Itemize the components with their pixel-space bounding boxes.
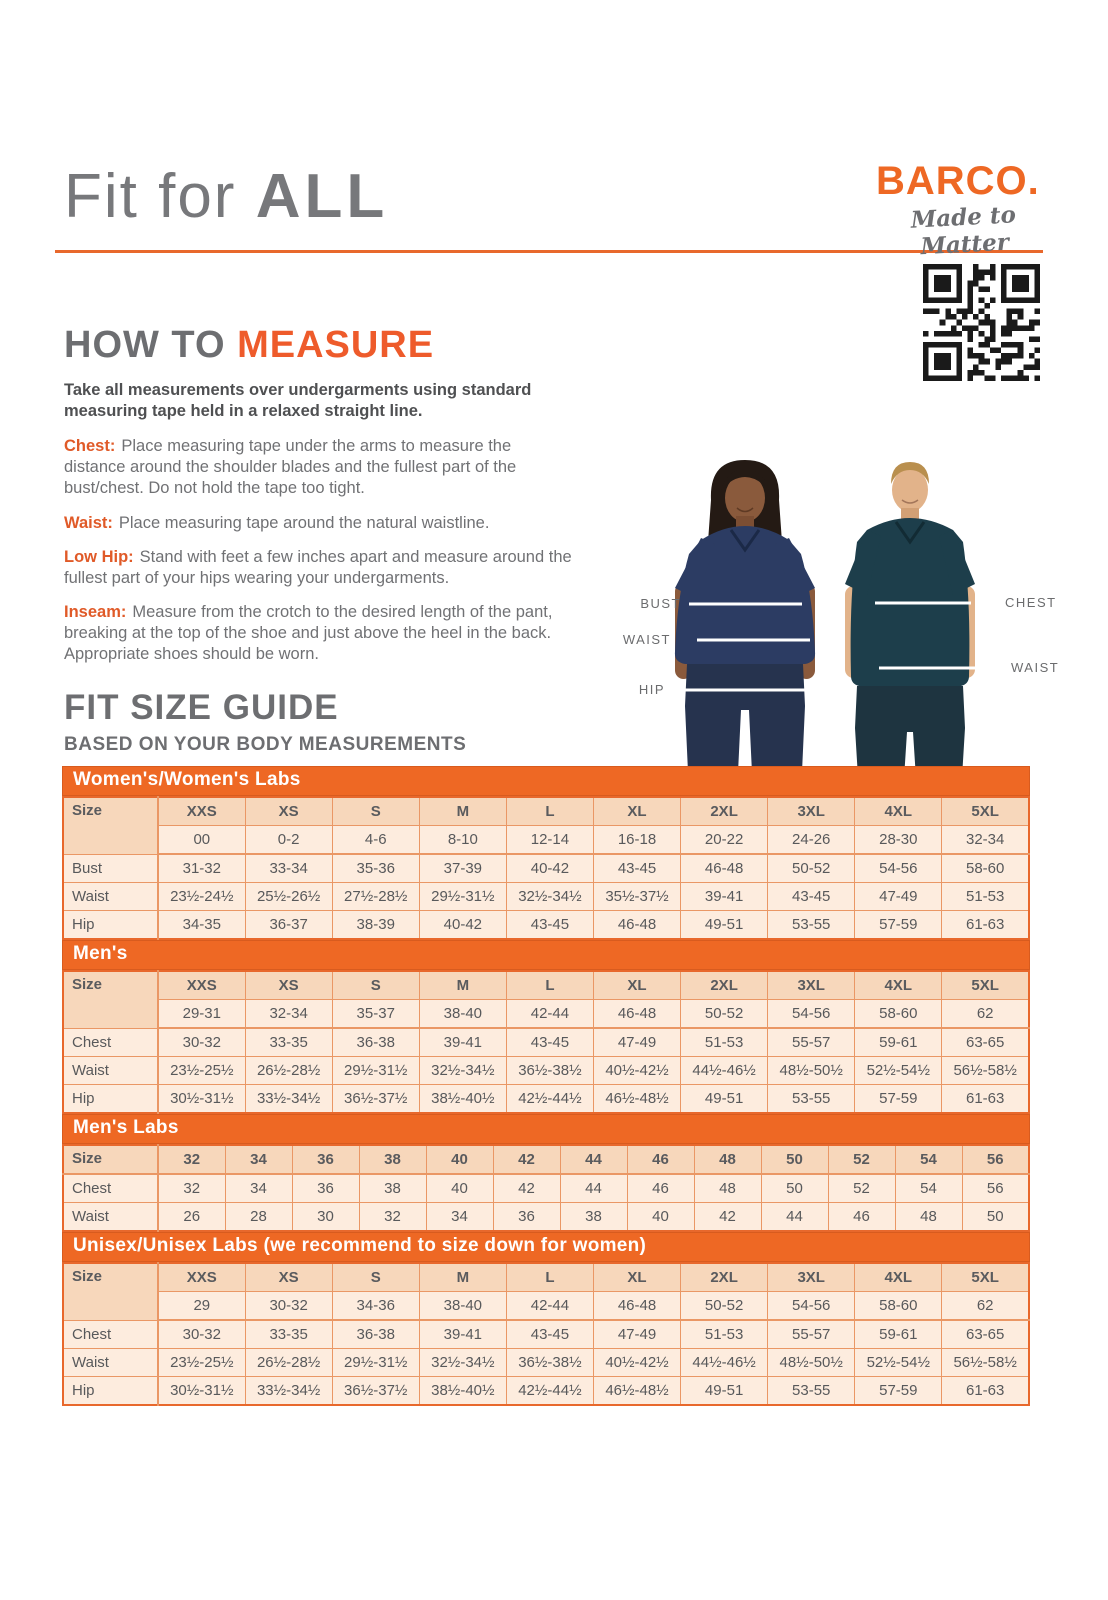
measurement-cell: 56½-58½: [942, 1057, 1029, 1085]
measurement-cell: 32½-34½: [506, 883, 593, 911]
measurement-cell: 61-63: [942, 1377, 1029, 1406]
measurement-cell: 59-61: [855, 1320, 942, 1349]
row-label: Chest: [63, 1174, 158, 1203]
size-header-cell: XXS: [158, 1263, 245, 1292]
measure-item-low-hip: [64, 547, 576, 589]
measurement-cell: 53-55: [768, 911, 855, 940]
brand-block: [876, 159, 1052, 261]
models-svg: [605, 438, 1105, 794]
measurement-cell: 39-41: [681, 883, 768, 911]
size-header-cell: L: [506, 1263, 593, 1292]
measurement-cell: 37-39: [419, 854, 506, 883]
measure-item-waist: [64, 513, 576, 534]
size-range-cell: 46-48: [593, 1000, 680, 1029]
size-range-cell: 24-26: [768, 826, 855, 855]
size-header-cell: 34: [225, 1145, 292, 1174]
row-label: Waist: [63, 1057, 158, 1085]
size-range-cell: 62: [942, 1000, 1029, 1029]
measurement-cell: 56½-58½: [942, 1349, 1029, 1377]
measure-item-text: Place measuring tape around the natural waistline.: [118, 513, 490, 532]
measurement-cell: 42: [493, 1174, 560, 1203]
measurement-cell: 36-37: [245, 911, 332, 940]
row-label: Waist: [63, 1349, 158, 1377]
size-tables: [62, 766, 1030, 1406]
size-header-cell: XL: [593, 797, 680, 826]
measurement-cell: 43-45: [593, 854, 680, 883]
size-table: [62, 796, 1030, 940]
row-label: Chest: [63, 1028, 158, 1057]
measure-item-label: Waist:: [64, 513, 113, 532]
measurement-cell: 33-34: [245, 854, 332, 883]
table-row: [63, 854, 1029, 883]
measurement-cell: 40½-42½: [593, 1349, 680, 1377]
woman-figure: [675, 460, 815, 794]
row-label: Waist: [63, 883, 158, 911]
table-row: [63, 883, 1029, 911]
size-header-cell: XXS: [158, 797, 245, 826]
table-row: [63, 1377, 1029, 1406]
size-header-cell: M: [419, 797, 506, 826]
measurement-cell: 27½-28½: [332, 883, 419, 911]
measure-item-text: Place measuring tape under the arms to measure the distance around the shoulder blades and the fullest part of the bust/chest. Do not hold the tape too tight.: [64, 437, 517, 498]
measure-item-label: Chest:: [64, 437, 116, 456]
table-row: [63, 1028, 1029, 1057]
row-label: Waist: [63, 1203, 158, 1232]
chest-label: CHEST: [1005, 595, 1057, 610]
measurement-cell: 63-65: [942, 1028, 1029, 1057]
size-range-cell: 16-18: [593, 826, 680, 855]
size-range-cell: 35-37: [332, 1000, 419, 1029]
size-header-cell: 3XL: [768, 1263, 855, 1292]
measurement-cell: 23½-25½: [158, 1057, 245, 1085]
measurement-cell: 50: [962, 1203, 1029, 1232]
measurement-cell: 35-36: [332, 854, 419, 883]
measurement-cell: 48: [694, 1174, 761, 1203]
table-banner: Women's/Women's Labs: [62, 766, 1030, 796]
row-label: Hip: [63, 1377, 158, 1406]
table-row: [63, 1057, 1029, 1085]
size-header-cell: XL: [593, 971, 680, 1000]
measurement-cell: 50-52: [768, 854, 855, 883]
measure-item-inseam: [64, 602, 576, 665]
measurement-cell: 34: [426, 1203, 493, 1232]
brand-tagline: Made to Matter: [910, 201, 1017, 261]
size-range-cell: 00: [158, 826, 245, 855]
size-header-cell: XS: [245, 797, 332, 826]
fit-size-guide-heading-block: [64, 690, 466, 756]
measurement-cell: 44: [761, 1203, 828, 1232]
measure-intro: Take all measurements over undergarments using standard measuring tape held in a relaxed straight line.: [64, 381, 532, 421]
measurement-cell: 49-51: [681, 911, 768, 940]
measurement-cell: 48: [895, 1203, 962, 1232]
size-range-cell: 28-30: [855, 826, 942, 855]
man-figure: [845, 462, 975, 794]
measurement-cell: 43-45: [506, 1320, 593, 1349]
size-header-cell: S: [332, 971, 419, 1000]
size-range-cell: 42-44: [506, 1000, 593, 1029]
size-range-cell: 12-14: [506, 826, 593, 855]
measurement-cell: 46½-48½: [593, 1085, 680, 1114]
measurement-cell: 33½-34½: [245, 1377, 332, 1406]
size-header-cell: 38: [359, 1145, 426, 1174]
table-row: [63, 1203, 1029, 1232]
size-range-cell: 0-2: [245, 826, 332, 855]
measurement-cell: 36-38: [332, 1028, 419, 1057]
size-range-cell: 29-31: [158, 1000, 245, 1029]
row-label: Bust: [63, 854, 158, 883]
measurement-cell: 39-41: [419, 1028, 506, 1057]
size-range-cell: 50-52: [681, 1000, 768, 1029]
row-label: Chest: [63, 1320, 158, 1349]
measurement-cell: 38: [359, 1174, 426, 1203]
measurement-cell: 46: [627, 1174, 694, 1203]
size-range-cell: 62: [942, 1292, 1029, 1321]
measurement-cell: 38½-40½: [419, 1085, 506, 1114]
measurement-cell: 40½-42½: [593, 1057, 680, 1085]
size-header-cell: 4XL: [855, 971, 942, 1000]
measurement-cell: 48½-50½: [768, 1057, 855, 1085]
measurement-cell: 54-56: [855, 854, 942, 883]
measurement-cell: 57-59: [855, 911, 942, 940]
measurement-cell: 57-59: [855, 1377, 942, 1406]
measurement-cell: 36½-37½: [332, 1377, 419, 1406]
size-header-cell: 5XL: [942, 797, 1029, 826]
measurement-cell: 42: [694, 1203, 761, 1232]
size-header-cell: 4XL: [855, 1263, 942, 1292]
row-label: Hip: [63, 1085, 158, 1114]
measurement-cell: 63-65: [942, 1320, 1029, 1349]
measurement-cell: 33½-34½: [245, 1085, 332, 1114]
size-header-cell: 4XL: [855, 797, 942, 826]
size-range-cell: 54-56: [768, 1292, 855, 1321]
measurement-cell: 32½-34½: [419, 1057, 506, 1085]
measurement-cell: 36½-38½: [506, 1349, 593, 1377]
measurement-cell: 28: [225, 1203, 292, 1232]
row-label: Hip: [63, 911, 158, 940]
measurement-cell: 53-55: [768, 1085, 855, 1114]
measure-item-chest: [64, 436, 576, 499]
size-header-cell: 50: [761, 1145, 828, 1174]
measurement-cell: 46-48: [593, 911, 680, 940]
measurement-cell: 40: [426, 1174, 493, 1203]
measure-item-label: Inseam:: [64, 602, 127, 621]
measurement-cell: 51-53: [681, 1028, 768, 1057]
measurement-cell: 55-57: [768, 1028, 855, 1057]
waist-left-label: WAIST: [622, 632, 671, 647]
size-header-cell: L: [506, 797, 593, 826]
table-unisex: [62, 1232, 1030, 1406]
measurement-cell: 59-61: [855, 1028, 942, 1057]
hip-label: HIP: [638, 682, 665, 697]
measurement-cell: 39-41: [419, 1320, 506, 1349]
measurement-cell: 25½-26½: [245, 883, 332, 911]
measurement-cell: 52½-54½: [855, 1057, 942, 1085]
size-range-cell: 38-40: [419, 1000, 506, 1029]
measurement-cell: 55-57: [768, 1320, 855, 1349]
size-header-cell: 44: [560, 1145, 627, 1174]
measurement-cell: 33-35: [245, 1320, 332, 1349]
measurement-cell: 36: [292, 1174, 359, 1203]
measurement-cell: 52: [828, 1174, 895, 1203]
fit-size-guide-heading: FIT SIZE GUIDE: [64, 688, 339, 727]
measurement-cell: 30½-31½: [158, 1085, 245, 1114]
bust-label: BUST: [640, 596, 681, 611]
measurement-cell: 34-35: [158, 911, 245, 940]
measurement-cell: 40: [627, 1203, 694, 1232]
measurement-cell: 30-32: [158, 1028, 245, 1057]
table-row: [63, 1174, 1029, 1203]
size-header-cell: 42: [493, 1145, 560, 1174]
measurement-cell: 47-49: [593, 1028, 680, 1057]
size-range-cell: 32-34: [942, 826, 1029, 855]
measurement-cell: 61-63: [942, 911, 1029, 940]
size-header-cell: XXS: [158, 971, 245, 1000]
measurement-cell: 32: [359, 1203, 426, 1232]
measurement-cell: 53-55: [768, 1377, 855, 1406]
measure-item-label: Low Hip:: [64, 547, 134, 566]
measurement-cell: 26½-28½: [245, 1057, 332, 1085]
measurement-cell: 42½-44½: [506, 1085, 593, 1114]
size-header-cell: S: [332, 1263, 419, 1292]
measurement-cell: 46½-48½: [593, 1377, 680, 1406]
size-header-cell: M: [419, 971, 506, 1000]
measurement-cell: 48½-50½: [768, 1349, 855, 1377]
measurement-cell: 36-38: [332, 1320, 419, 1349]
measurement-cell: 36: [493, 1203, 560, 1232]
size-range-cell: 30-32: [245, 1292, 332, 1321]
measurement-cell: 26½-28½: [245, 1349, 332, 1377]
measurement-cell: 35½-37½: [593, 883, 680, 911]
size-header-cell: 40: [426, 1145, 493, 1174]
size-header-cell: 52: [828, 1145, 895, 1174]
size-header-cell: XL: [593, 1263, 680, 1292]
measurement-cell: 33-35: [245, 1028, 332, 1057]
measurement-cell: 40-42: [506, 854, 593, 883]
table-banner: Men's Labs: [62, 1114, 1030, 1144]
size-header-cell: M: [419, 1263, 506, 1292]
size-header-cell: 36: [292, 1145, 359, 1174]
table-row: [63, 1349, 1029, 1377]
measurement-cell: 26: [158, 1203, 225, 1232]
measurement-cell: 23½-25½: [158, 1349, 245, 1377]
measurement-cell: 36½-38½: [506, 1057, 593, 1085]
measurement-cell: 47-49: [855, 883, 942, 911]
size-header-cell: 3XL: [768, 797, 855, 826]
size-header-cell: 5XL: [942, 971, 1029, 1000]
measurement-cell: 49-51: [681, 1085, 768, 1114]
how-to-measure-section: [64, 326, 576, 678]
page-title-bold: ALL: [255, 162, 389, 231]
measurement-cell: 38: [560, 1203, 627, 1232]
size-range-cell: 54-56: [768, 1000, 855, 1029]
size-table: [62, 1262, 1030, 1406]
measurement-cell: 57-59: [855, 1085, 942, 1114]
measurement-cell: 49-51: [681, 1377, 768, 1406]
size-header-cell: 2XL: [681, 797, 768, 826]
size-table: [62, 970, 1030, 1114]
measurement-cell: 47-49: [593, 1320, 680, 1349]
table-row: [63, 1320, 1029, 1349]
qr-code-icon: [923, 264, 1040, 381]
measurement-cell: 52½-54½: [855, 1349, 942, 1377]
size-range-cell: 8-10: [419, 826, 506, 855]
measurement-cell: 43-45: [506, 911, 593, 940]
size-range-cell: 32-34: [245, 1000, 332, 1029]
size-range-cell: 38-40: [419, 1292, 506, 1321]
models-illustration: [605, 438, 1105, 794]
measurement-cell: 46-48: [681, 854, 768, 883]
page-title-regular: Fit for: [64, 162, 256, 231]
size-header-cell: 54: [895, 1145, 962, 1174]
measurement-cell: 40-42: [419, 911, 506, 940]
measurement-cell: 38½-40½: [419, 1377, 506, 1406]
heading-orange-part: MEASURE: [237, 324, 435, 366]
measurement-cell: 58-60: [942, 854, 1029, 883]
size-header-cell: 5XL: [942, 1263, 1029, 1292]
size-range-cell: 29: [158, 1292, 245, 1321]
measurement-cell: 30: [292, 1203, 359, 1232]
size-table: [62, 1144, 1030, 1232]
measurement-cell: 61-63: [942, 1085, 1029, 1114]
size-header-cell: XS: [245, 1263, 332, 1292]
measurement-cell: 34: [225, 1174, 292, 1203]
measurement-cell: 42½-44½: [506, 1377, 593, 1406]
measurement-cell: 30½-31½: [158, 1377, 245, 1406]
size-range-cell: 58-60: [855, 1292, 942, 1321]
qr-code-svg: [923, 264, 1040, 381]
size-header-cell: 48: [694, 1145, 761, 1174]
measurement-cell: 36½-37½: [332, 1085, 419, 1114]
size-header-cell: L: [506, 971, 593, 1000]
size-column-label: Size: [63, 1263, 158, 1320]
size-header-cell: 46: [627, 1145, 694, 1174]
measurement-cell: 46: [828, 1203, 895, 1232]
measurement-cell: 51-53: [942, 883, 1029, 911]
size-header-cell: 56: [962, 1145, 1029, 1174]
size-header-cell: 2XL: [681, 1263, 768, 1292]
table-mens: [62, 940, 1030, 1114]
size-header-cell: 2XL: [681, 971, 768, 1000]
how-to-measure-heading: [64, 326, 576, 364]
measurement-cell: 30-32: [158, 1320, 245, 1349]
measurement-cell: 51-53: [681, 1320, 768, 1349]
size-range-cell: 58-60: [855, 1000, 942, 1029]
size-column-label: Size: [63, 1145, 158, 1174]
table-banner: Unisex/Unisex Labs (we recommend to size down for women): [62, 1232, 1030, 1262]
measurement-cell: 23½-24½: [158, 883, 245, 911]
measurement-cell: 29½-31½: [332, 1349, 419, 1377]
measurement-cell: 44½-46½: [681, 1057, 768, 1085]
size-header-cell: S: [332, 797, 419, 826]
size-header-cell: XS: [245, 971, 332, 1000]
size-range-cell: 20-22: [681, 826, 768, 855]
measure-item-text: Stand with feet a few inches apart and measure around the fullest part of your hips wearing your undergarments.: [64, 547, 572, 587]
measurement-cell: 38-39: [332, 911, 419, 940]
size-column-label: Size: [63, 797, 158, 854]
measurement-cell: 29½-31½: [419, 883, 506, 911]
measurement-cell: 54: [895, 1174, 962, 1203]
measurement-cell: 32½-34½: [419, 1349, 506, 1377]
table-row: [63, 911, 1029, 940]
table-row: [63, 1085, 1029, 1114]
measurement-cell: 56: [962, 1174, 1029, 1203]
measurement-cell: 43-45: [768, 883, 855, 911]
measurement-cell: 43-45: [506, 1028, 593, 1057]
measurement-cell: 32: [158, 1174, 225, 1203]
size-header-cell: 32: [158, 1145, 225, 1174]
measurement-cell: 44: [560, 1174, 627, 1203]
size-range-cell: 46-48: [593, 1292, 680, 1321]
table-womens: [62, 766, 1030, 940]
size-column-label: Size: [63, 971, 158, 1028]
size-range-cell: 50-52: [681, 1292, 768, 1321]
measurement-cell: 44½-46½: [681, 1349, 768, 1377]
fit-size-guide-subheading: BASED ON YOUR BODY MEASUREMENTS: [64, 734, 467, 755]
barco-logo: BARCO.: [876, 159, 1040, 203]
measure-item-text: Measure from the crotch to the desired length of the pant, breaking at the top of the shoe and just above the heel in the back. Appropriate shoes should be worn.: [64, 602, 553, 664]
measurement-cell: 29½-31½: [332, 1057, 419, 1085]
heading-gray-part: HOW TO: [64, 324, 238, 366]
waist-right-label: WAIST: [1011, 660, 1060, 675]
size-header-cell: 3XL: [768, 971, 855, 1000]
page-title: [64, 162, 389, 231]
table-mens-labs: [62, 1114, 1030, 1232]
size-range-cell: 34-36: [332, 1292, 419, 1321]
measurement-cell: 31-32: [158, 854, 245, 883]
size-range-cell: 42-44: [506, 1292, 593, 1321]
measurement-cell: 50: [761, 1174, 828, 1203]
table-banner: Men's: [62, 940, 1030, 970]
size-range-cell: 4-6: [332, 826, 419, 855]
